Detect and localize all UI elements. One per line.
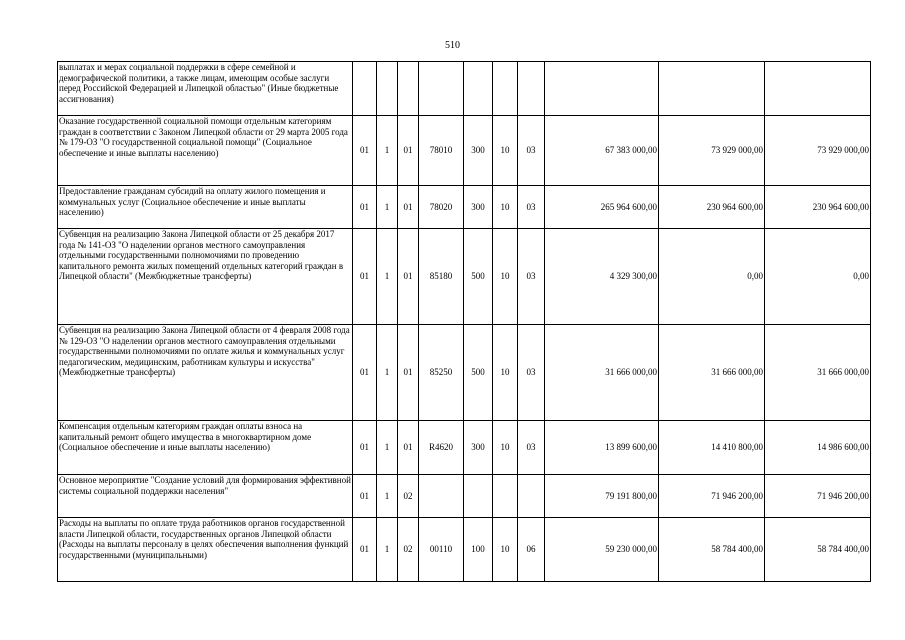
- table-row: [58, 325, 871, 421]
- table-row: [58, 186, 871, 229]
- row-description: Основное мероприятие "Создание условий для формирования эффективной системы социальной поддержки населения": [58, 475, 353, 518]
- amount-year-3: 71 946 200,00: [765, 475, 871, 518]
- section-code: [493, 62, 518, 116]
- event-code: 01: [398, 116, 419, 186]
- row-description: Предоставление гражданам субсидий на оплату жилого помещения и коммунальных услуг (Социальное обеспечение и иные выплаты населению): [58, 186, 353, 229]
- direction-code: [419, 62, 464, 116]
- row-description: Субвенция на реализацию Закона Липецкой области от 4 февраля 2008 года № 129-ОЗ "О наделении органов местного самоуправления отдельными государственными полномочиями по оплате жилья и коммунальных услуг педагогическим, медицинским, работникам культуры и искусства" (Межбюджетные трансферты): [58, 325, 353, 421]
- amount-year-2: [659, 62, 765, 116]
- table-row: [58, 62, 871, 116]
- direction-code: 78020: [419, 186, 464, 229]
- amount-year-2: 230 964 600,00: [659, 186, 765, 229]
- expense-type-code: [464, 62, 493, 116]
- subprogram-code: 1: [377, 116, 398, 186]
- row-description: Субвенция на реализацию Закона Липецкой области от 25 декабря 2017 года № 141-ОЗ "О наделении органов местного самоуправления отдельными государственными полномочиями по проведению капитального ремонта жилых помещений отдельных категорий граждан в Липецкой области" (Межбюджетные трансферты): [58, 229, 353, 325]
- amount-year-1: 31 666 000,00: [545, 325, 659, 421]
- section-code: 10: [493, 421, 518, 475]
- section-code: 10: [493, 229, 518, 325]
- section-code: [493, 475, 518, 518]
- amount-year-2: 0,00: [659, 229, 765, 325]
- expense-type-code: 500: [464, 229, 493, 325]
- direction-code: 85180: [419, 229, 464, 325]
- amount-year-2: 58 784 400,00: [659, 518, 765, 582]
- subprogram-code: 1: [377, 475, 398, 518]
- program-code: 01: [353, 116, 377, 186]
- amount-year-1: 4 329 300,00: [545, 229, 659, 325]
- section-code: 10: [493, 518, 518, 582]
- amount-year-3: 58 784 400,00: [765, 518, 871, 582]
- event-code: 01: [398, 186, 419, 229]
- subprogram-code: 1: [377, 186, 398, 229]
- subsection-code: 03: [518, 116, 545, 186]
- amount-year-1: 13 899 600,00: [545, 421, 659, 475]
- program-code: 01: [353, 325, 377, 421]
- amount-year-1: 265 964 600,00: [545, 186, 659, 229]
- amount-year-3: 31 666 000,00: [765, 325, 871, 421]
- direction-code: 78010: [419, 116, 464, 186]
- event-code: 01: [398, 229, 419, 325]
- subsection-code: 06: [518, 518, 545, 582]
- event-code: 02: [398, 518, 419, 582]
- program-code: 01: [353, 518, 377, 582]
- amount-year-2: 73 929 000,00: [659, 116, 765, 186]
- subsection-code: [518, 475, 545, 518]
- amount-year-3: 73 929 000,00: [765, 116, 871, 186]
- amount-year-3: 14 986 600,00: [765, 421, 871, 475]
- amount-year-2: 71 946 200,00: [659, 475, 765, 518]
- expense-type-code: 100: [464, 518, 493, 582]
- expense-type-code: 300: [464, 116, 493, 186]
- row-description: выплатах и мерах социальной поддержки в сфере семейной и демографической политики, а также лицам, имеющим особые заслуги перед Российской Федерацией и Липецкой областью" (Иные бюджетные ассигнования): [58, 62, 353, 116]
- subprogram-code: 1: [377, 518, 398, 582]
- subsection-code: 03: [518, 186, 545, 229]
- direction-code: [419, 475, 464, 518]
- expense-type-code: 300: [464, 421, 493, 475]
- program-code: [353, 62, 377, 116]
- amount-year-1: [545, 62, 659, 116]
- program-code: 01: [353, 186, 377, 229]
- table-row: [58, 229, 871, 325]
- amount-year-2: 31 666 000,00: [659, 325, 765, 421]
- table-row: [58, 421, 871, 475]
- amount-year-1: 59 230 000,00: [545, 518, 659, 582]
- program-code: 01: [353, 421, 377, 475]
- direction-code: 85250: [419, 325, 464, 421]
- program-code: 01: [353, 229, 377, 325]
- expense-type-code: [464, 475, 493, 518]
- subprogram-code: 1: [377, 229, 398, 325]
- expense-type-code: 500: [464, 325, 493, 421]
- program-code: 01: [353, 475, 377, 518]
- amount-year-3: [765, 62, 871, 116]
- amount-year-1: 67 383 000,00: [545, 116, 659, 186]
- subsection-code: [518, 62, 545, 116]
- table-row: [58, 475, 871, 518]
- section-code: 10: [493, 186, 518, 229]
- amount-year-2: 14 410 800,00: [659, 421, 765, 475]
- table-row: [58, 116, 871, 186]
- event-code: 01: [398, 421, 419, 475]
- amount-year-3: 0,00: [765, 229, 871, 325]
- amount-year-3: 230 964 600,00: [765, 186, 871, 229]
- direction-code: R4620: [419, 421, 464, 475]
- event-code: 01: [398, 325, 419, 421]
- subprogram-code: [377, 62, 398, 116]
- section-code: 10: [493, 325, 518, 421]
- direction-code: 00110: [419, 518, 464, 582]
- budget-table: [57, 61, 871, 582]
- expense-type-code: 300: [464, 186, 493, 229]
- row-description: Оказание государственной социальной помощи отдельным категориям граждан в соответствии с Законом Липецкой области от 29 марта 2005 года № 179-ОЗ "О государственной социальной помощи" (Социальное обеспечение и иные выплаты населению): [58, 116, 353, 186]
- event-code: 02: [398, 475, 419, 518]
- subprogram-code: 1: [377, 325, 398, 421]
- amount-year-1: 79 191 800,00: [545, 475, 659, 518]
- page-number: 510: [445, 40, 460, 51]
- subsection-code: 03: [518, 229, 545, 325]
- section-code: 10: [493, 116, 518, 186]
- subprogram-code: 1: [377, 421, 398, 475]
- subsection-code: 03: [518, 325, 545, 421]
- row-description: Компенсация отдельным категориям граждан оплаты взноса на капитальный ремонт общего имущества в многоквартирном доме (Социальное обеспечение и иные выплаты населению): [58, 421, 353, 475]
- row-description: Расходы на выплаты по оплате труда работников органов государственной власти Липецкой области, государственных органов Липецкой области (Расходы на выплаты персоналу в целях обеспечения выполнения функций государственными (муниципальными): [58, 518, 353, 582]
- subsection-code: 03: [518, 421, 545, 475]
- event-code: [398, 62, 419, 116]
- table-row: [58, 518, 871, 582]
